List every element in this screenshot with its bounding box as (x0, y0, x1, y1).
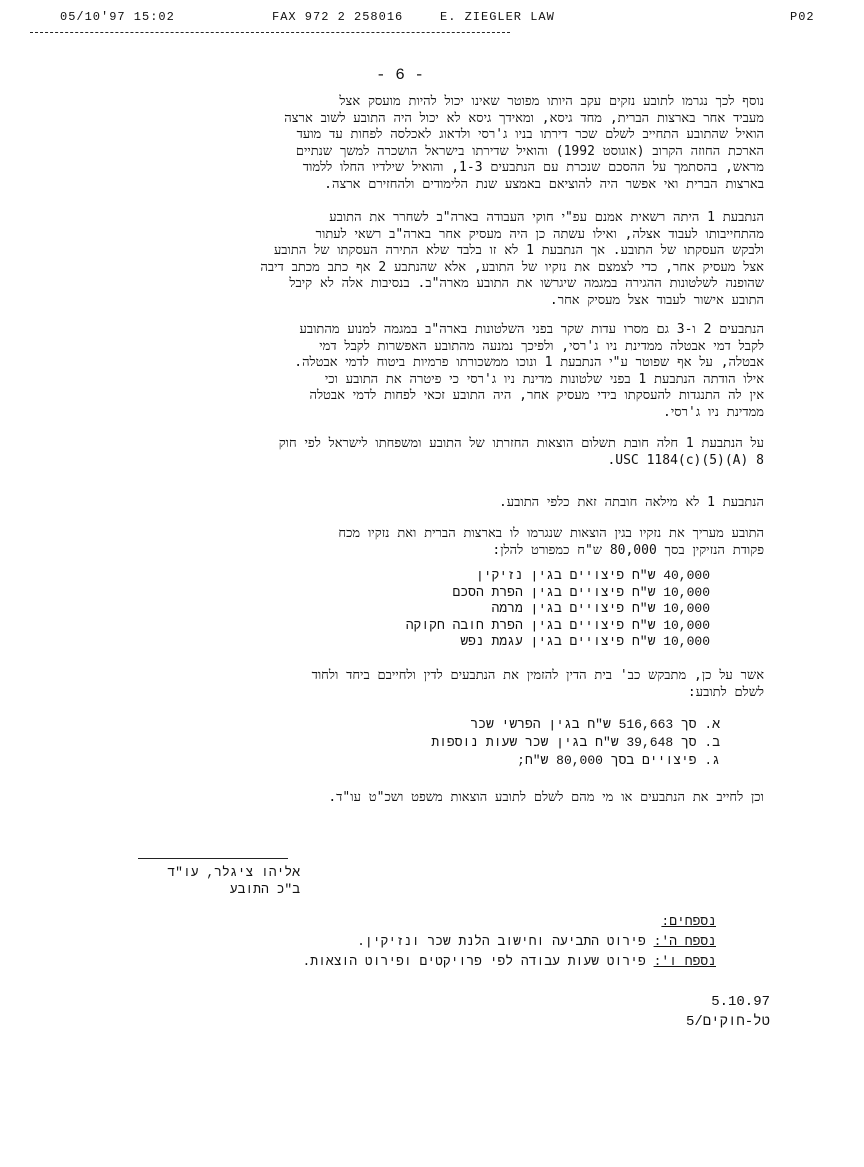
signature-line (138, 858, 288, 859)
text-line: אשר על כן, מתבקש כב' בית הדין להזמין את הנתבעים לדין ולחייבם ביחד ולחוד (311, 668, 764, 683)
paragraph-return-expenses (62, 436, 764, 469)
prayer-item: ג. פיצויים בסך 80,000 ש"ח; (517, 753, 720, 768)
text-line: הואיל שהתובע התחייב לשלם שכר דירתו בניו ג'רסי ולדאוג לאכלסה לפחות עד מועד (296, 127, 764, 142)
damages-item: 10,000 ש"ח פיצויים בגין הפרת חובה חקוקה (405, 617, 710, 633)
fax-header-rule (30, 32, 510, 33)
signature-name: אליהו ציגלר, עו"ד (167, 865, 300, 880)
signature-role: ב"כ התובע (229, 882, 300, 897)
prayer-list (350, 716, 720, 770)
paragraph-duty-unfulfilled (62, 495, 764, 512)
text-line: בארצות הברית ואי אפשר היה להוציאם באמצע שנת הלימודים ולהחזירם ארצה. (324, 176, 764, 192)
appendix-text: פירוט התביעה וחישוב הלנת שכר ונזיקין. (357, 934, 646, 949)
text-line: הנתבעת 1 לא מילאה חובתה זאת כלפי התובע. (498, 495, 764, 510)
file-reference: טל-חוקים/5 (685, 1014, 770, 1030)
appendix-item (300, 932, 716, 952)
paragraph-damages-estimate (62, 526, 764, 559)
text-line: אין לה התנגדות להעסקתו בידי מעסיק אחר, היה התובע זכאי לפחות לדמי אבטלה (309, 388, 764, 403)
damages-item: 10,000 ש"ח פיצויים בגין עגמת נפש (460, 634, 710, 649)
paragraph-costs (62, 790, 764, 807)
appendices-block (300, 912, 716, 972)
document-date: 5.10.97 (711, 994, 770, 1010)
text-line: על הנתבעת 1 חלה חובת תשלום הוצאות החזרתו של התובע ומשפחתו לישראל לפי חוק (278, 436, 764, 451)
damages-item: 10,000 ש"ח פיצויים בגין מרמה (491, 601, 710, 616)
text-line: אבטלה, על אף שפוטר ע"י הנתבעת 1 ונוכו ממשכורתו פרמיות ביטוח לדמי אבטלה. (294, 355, 764, 370)
text-line: 8 USC 1184(c)(5)(A). (607, 452, 764, 468)
fax-number: FAX 972 2 258016 (272, 10, 404, 24)
appendix-item (300, 952, 716, 972)
signature-block (130, 864, 300, 898)
text-line: הנתבעת 1 היתה רשאית אמנם עפ"י חוקי העבודה בארה"ב לשחרר את התובע (329, 210, 764, 225)
text-line: ממדינת ניו ג'רסי. (663, 404, 764, 420)
damages-list (350, 568, 710, 651)
paragraph-false-testimony (62, 322, 764, 421)
paragraph-damages-intro (62, 94, 764, 193)
appendix-text: פירוט שעות עבודה לפי פרויקטים ופירוט הוצאות. (302, 954, 646, 969)
damages-item: 40,000 ש"ח פיצויים בגין נזיקין (475, 568, 710, 583)
text-line: וכן לחייב את הנתבעים או מי מהם לשלם לתובע הוצאות משפט ושכ"ט עו"ד. (328, 790, 764, 805)
fax-sender: E. ZIEGLER LAW (440, 10, 555, 24)
text-line: אצל מעסיק אחר, כדי לצמצם את נזקיו של התובע, אלא שהנתבע 2 אף כתב מכתב דיבה (260, 259, 764, 275)
fax-header (0, 8, 864, 38)
paragraph-employer-release (62, 210, 764, 309)
text-line: נוסף לכך נגרמו לתובע נזקים עקב היותו מפוטר שאינו יכול להיות מועסק אצל (339, 94, 764, 109)
text-line: ולבקש העסקתו של התובע. אך הנתבעת 1 לא זו בלבד שלא התירה העסקתו של התובע (273, 243, 764, 258)
text-line: התובע מעריך את נזקיו בגין הוצאות שנגרמו לו בארצות הברית ואת נזקיו מכח (338, 526, 764, 541)
page-number: - 6 - (375, 66, 424, 84)
footer-block (640, 992, 770, 1032)
prayer-item: ב. סך 39,648 ש"ח בגין שכר שעות נוספות (431, 735, 720, 750)
text-line: שהופנה לשלטונות ההגירה במגמה שיגרשו את התובע מארה"ב. בנסיבות אלה לא קיבל (289, 276, 764, 291)
text-line: הארכת החוזה הקרוב (אוגוסט 1992) והואיל שדירתו בישראל הושכרה למשך שנתיים (295, 143, 764, 159)
text-line: מעביד אחר בארצות הברית, מחד גיסא, ומאידך גיסא לא יכול היה התובע לשוב ארצה (284, 110, 764, 126)
text-line: התובע אישור לעבוד אצל מעסיק אחר. (549, 292, 764, 308)
text-line: פקודת הנזיקין בסך 80,000 ש"ח כמפורט להלן: (492, 542, 764, 558)
fax-page: P02 (790, 10, 815, 24)
fax-datetime: 05/10'97 15:02 (60, 10, 175, 24)
appendices-heading: נספחים: (661, 914, 716, 929)
text-line: מהתחייבותו לעבוד אצלה, ואילו עשתה כן היה מעסיק אחר בארה"ב רשאי לעתור (315, 226, 764, 242)
appendix-label: נספח ו': (653, 954, 716, 969)
appendix-label: נספח ה': (653, 934, 716, 949)
paragraph-prayer-intro (62, 668, 764, 701)
text-line: לקבל דמי אבטלה ממדינת ניו ג'רסי, ולפיכך נמנעה מהתובע האפשרות לקבל דמי (319, 338, 764, 354)
text-line: לשלם לתובע: (687, 684, 764, 700)
text-line: הנתבעים 2 ו-3 גם מסרו עדות שקר בפני השלטונות בארה"ב במגמה למנוע מהתובע (299, 322, 764, 337)
text-line: מראש, בהסתמך על ההסכם שנכרת עם הנתבעים 1-3, והואיל שילדיו החלו ללמוד (302, 160, 764, 175)
damages-item: 10,000 ש"ח פיצויים בגין הפרת הסכם (452, 584, 710, 600)
prayer-item: א. סך 516,663 ש"ח בגין הפרשי שכר (470, 717, 720, 732)
text-line: אילו הודתה הנתבעת 1 בפני שלטונות מדינת ניו ג'רסי כי פיטרה את התובע וכי (324, 371, 764, 387)
